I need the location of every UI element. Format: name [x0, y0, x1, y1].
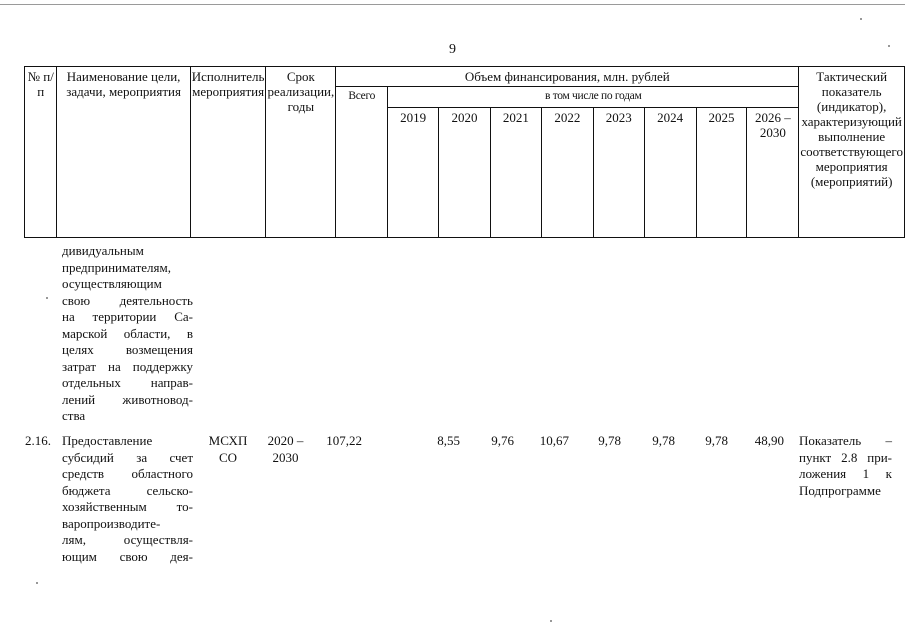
scan-speck: [46, 297, 48, 299]
text-line: пункт 2.8 при-: [799, 449, 892, 465]
row-value-2024: 9,78: [652, 433, 675, 448]
program-table-header: [24, 66, 905, 238]
row-value-2020: 8,55: [437, 433, 460, 448]
row-value-2025: 9,78: [705, 433, 728, 448]
header-year: 2022: [541, 108, 593, 238]
text-line: предпринимателям,: [62, 259, 171, 275]
row-total: 107,22: [326, 433, 362, 448]
header-year: 2025: [696, 108, 747, 238]
text-line: 2030: [272, 449, 299, 465]
text-line: свою деятельность: [62, 292, 193, 308]
header-year: 2021: [490, 108, 541, 238]
row-value-2026-2030: 48,90: [754, 433, 784, 448]
text-line: варопроизводите-: [62, 515, 161, 531]
header-year: 2020: [439, 108, 491, 238]
text-line: Предоставление: [62, 433, 153, 448]
header-no: № п/п: [25, 67, 57, 238]
text-line: лений животновод-: [62, 391, 193, 407]
header-term: Срок реализации, годы: [266, 67, 336, 238]
header-funding: Объем финансирования, млн. рублей: [336, 67, 799, 87]
header-year: 2024: [644, 108, 696, 238]
scan-speck: [36, 582, 38, 584]
scan-speck: [550, 620, 552, 622]
text-line: на территории Са-: [62, 309, 193, 324]
text-line: субсидий за счет: [62, 449, 193, 465]
text-line: МСХП: [208, 433, 248, 448]
header-indicator: Тактический показатель (индикатор), характеризующий выполнение соответствующего мероприятия (мероприятий): [799, 67, 905, 238]
text-line: отдельных направ-: [62, 375, 193, 390]
header-year: 2023: [593, 108, 644, 238]
row-executor: [198, 433, 258, 466]
text-line: Подпрограмме: [799, 482, 881, 498]
page-number: 9: [449, 42, 456, 57]
text-line: бюджета сельско-: [62, 482, 193, 498]
row-indicator: [799, 433, 892, 499]
row-name: [62, 433, 193, 565]
text-line: 2020 –: [267, 433, 304, 448]
text-line: ющим свою дея-: [62, 548, 193, 564]
text-line: Показатель –: [799, 433, 892, 448]
row-value-2023: 9,78: [598, 433, 621, 448]
header-name: Наименование цели, задачи, мероприятия: [57, 67, 190, 238]
header-total: Всего: [336, 87, 388, 238]
text-line: дивидуальным: [62, 243, 144, 258]
text-line: хозяйственным то-: [62, 499, 193, 514]
scan-speck: [860, 18, 862, 20]
text-line: целях возмещения: [62, 342, 193, 357]
text-line: марской области, в: [62, 325, 193, 341]
header-executor: Исполнитель мероприятия: [190, 67, 266, 238]
text-line: СО: [218, 449, 238, 465]
text-line: ства: [62, 408, 86, 423]
text-line: лям, осуществля-: [62, 532, 193, 547]
page-top-border: [0, 4, 905, 5]
text-line: средств областного: [62, 466, 193, 481]
header-by-years: в том числе по годам: [388, 87, 799, 108]
row-term: [259, 433, 312, 466]
continuation-text: [62, 243, 193, 425]
header-year: 2019: [388, 108, 439, 238]
text-line: затрат на поддержку: [62, 358, 193, 374]
text-line: ложения 1 к: [799, 466, 892, 481]
header-year: 2026 – 2030: [747, 108, 799, 238]
row-number: 2.16.: [25, 433, 51, 448]
row-value-2021: 9,76: [491, 433, 514, 448]
text-line: осуществляющим: [62, 276, 162, 291]
row-value-2022: 10,67: [539, 433, 569, 448]
scan-speck: [888, 45, 890, 47]
